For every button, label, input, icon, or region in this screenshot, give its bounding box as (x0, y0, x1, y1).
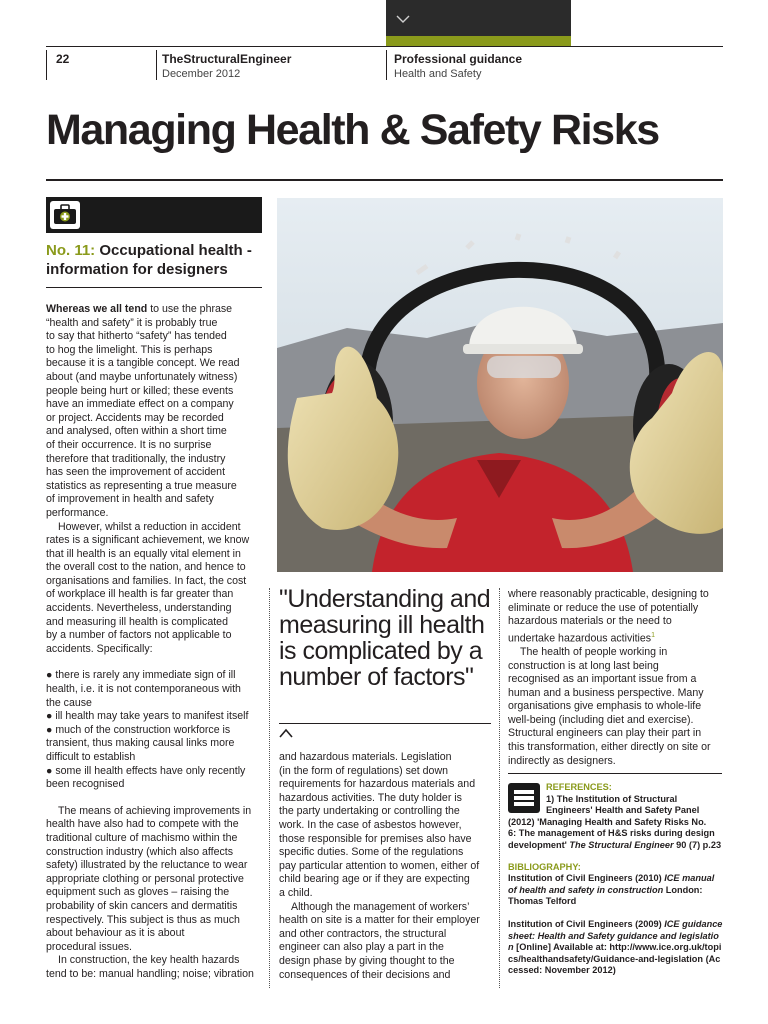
page-number: 22 (56, 52, 70, 66)
bib-title: ICE manual of health and safety in construction (508, 873, 715, 895)
reference-text: development' (508, 839, 567, 850)
pull-quote: "Understanding and measuring ill health is complicated by a number of factors" (279, 585, 491, 691)
paragraph-3 (46, 805, 264, 955)
reference-line: Engineers' Health and Safety Panel (546, 805, 700, 816)
header-divider (46, 50, 47, 80)
bullet-line: health, i.e. it is not contemporaneous with (46, 683, 241, 696)
bullet-line: ● much of the construction workforce is (46, 723, 231, 736)
text-line: Structural engineers can play their part in (508, 727, 702, 740)
chevron-down-icon (394, 10, 412, 28)
text-line: performance. (46, 506, 109, 519)
text-line: “health and safety” it is probably true (46, 316, 218, 329)
paragraph-8 (508, 646, 724, 768)
text-line: and hazardous materials. Legislation (279, 751, 452, 763)
column-divider (499, 588, 500, 988)
text-line: those responsible for premises also have (279, 832, 472, 845)
first-aid-kit-icon (50, 201, 80, 229)
footnote-marker[interactable]: 1 (651, 631, 656, 639)
text-line: recognised as an important issue from a (508, 673, 697, 686)
title-rule (46, 179, 723, 181)
paragraph-1 (46, 303, 264, 521)
series-number: No. 11: (46, 242, 96, 259)
paragraph-5 (279, 751, 491, 901)
text-line: child bearing age or if they are expecting (279, 873, 470, 886)
bullet-line: the cause (46, 696, 92, 709)
series-banner (46, 197, 262, 233)
header-rule (46, 46, 723, 47)
text-line: pay particular attention to women, either of (279, 859, 480, 872)
bullet-line: been recognised (46, 778, 125, 791)
text-line: work. In the case of asbestos however, (279, 818, 462, 831)
bullet-line: transient, thus making causal links more (46, 737, 235, 750)
text-line: eliminate or reduce the use of potentially (508, 601, 699, 614)
bib-title: ICE guidance sheet: Health and Safety guidance and legislation (508, 918, 723, 953)
subsection-name: Health and Safety (394, 68, 482, 80)
text-line: or project. Accidents may be recorded (46, 411, 224, 424)
text-line: about behaviour as it is about (46, 927, 185, 940)
reference-line: (2012) 'Managing Health and Safety Risks No. (508, 816, 707, 827)
bibliography-entry-1 (508, 873, 724, 908)
text-line: tend to be: manual handling; noise; vibration (46, 967, 254, 980)
text-line: to say that hitherto “safety” has tended (46, 330, 227, 343)
text-line: a child. (279, 886, 313, 899)
text-line: health have also had to compete with the (46, 818, 239, 831)
header-divider (386, 50, 387, 80)
column-divider (269, 588, 270, 988)
reference-journal: The Structural Engineer (569, 839, 674, 850)
text-line: and other contractors, the structural (279, 927, 447, 940)
text-line: construction industry (which also affects (46, 845, 234, 858)
lead-in: Whereas we all tend (46, 303, 148, 315)
text-line: and analysed, often within a short time (46, 425, 227, 438)
text-line: In construction, the key health hazards (58, 954, 240, 967)
paragraph-2 (46, 521, 264, 657)
series-title: Occupational health - information for designers (46, 242, 252, 278)
text-line: of workplace ill health is far greater than (46, 588, 234, 601)
text-line: people being hurt or killed; these events (46, 384, 234, 397)
text-line: consequences of their decisions and (279, 968, 451, 981)
header-divider (156, 50, 157, 80)
bullet-line: ● some ill health effects have only recently (46, 764, 246, 777)
text-line: and measuring ill health is complicated (46, 615, 228, 628)
text-line: respectively. This subject is thus as much (46, 913, 240, 926)
text-line: this transformation, either directly on site or (508, 741, 711, 754)
text-line: The health of people working in (520, 645, 668, 658)
text-line: engineer can also play a part in the (279, 941, 444, 954)
bullet-line: difficult to establish (46, 751, 136, 763)
text-line: requirements for hazardous materials and (279, 778, 476, 791)
text-line: of their occurrence. It is no surprise (46, 438, 212, 451)
text-line: construction is at long last being (508, 659, 659, 672)
worker-ear-defenders-photo (277, 198, 723, 572)
references-label: REFERENCES: (546, 782, 612, 792)
reference-line: 6: The management of H&S risks during design (508, 828, 715, 839)
text-line: by a number of factors not applicable to (46, 629, 232, 642)
series-heading (46, 241, 262, 279)
bibliography-entry-2 (508, 919, 724, 977)
text-line: where reasonably practicable, designing to (508, 588, 709, 600)
paragraph-6 (279, 901, 491, 983)
bibliography-label: BIBLIOGRAPHY: (508, 861, 581, 872)
reference-line (508, 840, 724, 852)
text-line: statistics as representing a true measure (46, 479, 237, 492)
bib-author: Institution of Civil Engineers (2009) (508, 918, 665, 929)
column-2 (279, 751, 491, 982)
text-line: Although the management of workers’ (291, 900, 470, 913)
text-line: The means of achieving improvements in (58, 804, 252, 817)
bullet-line: ● ill health may take years to manifest itself (46, 710, 249, 723)
bib-publisher: London: Thomas Telford (508, 884, 703, 907)
text-line: organisations and families. In fact, the cost (46, 574, 247, 587)
section-name: Professional guidance (394, 52, 523, 66)
text-line: design phase by giving thought to the (279, 954, 455, 967)
text-line: therefore that traditionally, the industry (46, 452, 226, 465)
text-line: the party undertaking or controlling the (279, 805, 460, 818)
paragraph-4 (46, 954, 264, 981)
references-rule (508, 773, 722, 774)
magazine-name: TheStructuralEngineer (162, 52, 292, 66)
text-line: However, whilst a reduction in accident (58, 520, 241, 533)
text-line: accidents. Specifically: (46, 642, 153, 655)
text-line: of improvement in health and safety (46, 493, 214, 506)
text-line: rates is a significant achievement, we know (46, 534, 250, 547)
text-line: the overall cost to the nation, and hence to (46, 561, 246, 574)
text-line: safety) illustrated by the reluctance to wear (46, 859, 248, 872)
text-line: has seen the improvement of accident (46, 466, 226, 479)
bullet-line: ● there is rarely any immediate sign of ill (46, 669, 236, 682)
text-line: appropriate clothing or personal protective (46, 872, 244, 885)
text-line: have an immediate effect on a company (46, 398, 234, 411)
text-line: to use the phrase (147, 303, 233, 315)
reference-tail: 90 (7) p.23 (673, 839, 722, 850)
text-line: equipment such as gloves – raising the (46, 886, 230, 899)
text-line: (in the form of regulations) set down (279, 764, 448, 777)
paragraph-7 (508, 588, 724, 646)
column-3 (508, 588, 724, 768)
page-title: Managing Health & Safety Risks (46, 106, 659, 154)
text-line: well-being (including diet and exercise). (508, 713, 694, 726)
text-line: undertake hazardous activities (508, 632, 652, 645)
text-line: health on site is a matter for their employer (279, 914, 480, 927)
issue-date: December 2012 (162, 68, 241, 80)
text-line: to hog the limelight. This is perhaps (46, 343, 213, 356)
text-line: traditional culture of machismo within the (46, 831, 238, 844)
chevron-up-icon (279, 728, 293, 738)
column-1 (46, 303, 264, 982)
text-line: about (and maybe unfortunately witness) (46, 370, 238, 383)
text-line: because it is a tangible concept. We read (46, 357, 240, 370)
references-box (508, 782, 724, 977)
bullet-list (46, 669, 264, 791)
bib-url[interactable]: [Online] Available at: http://www.ice.org.uk/topics/healthandsafety/Guidance-and-legislation (Accessed: November 2012) (508, 942, 722, 976)
text-line: that ill health is an equally vital element in (46, 547, 241, 560)
text-line: organisations give emphasis to whole-life (508, 700, 702, 713)
text-line: human and a business perspective. Many (508, 686, 704, 699)
text-line: accidents. Nevertheless, understanding (46, 602, 232, 615)
section-tab (386, 0, 571, 36)
text-line: procedural issues. (46, 940, 132, 953)
bib-author: Institution of Civil Engineers (2010) (508, 873, 665, 884)
text-line: hazardous activities. The duty holder is (279, 791, 462, 804)
text-line: specific duties. Some of the regulations (279, 846, 464, 859)
series-rule (46, 287, 262, 288)
text-line: probability of skin cancers and dermatitis (46, 899, 238, 912)
text-line: hazardous materials or the need to (508, 615, 672, 628)
text-line: indirectly as designers. (508, 754, 616, 767)
pull-quote-rule (279, 723, 491, 724)
reference-line: 1) The Institution of Structural (546, 793, 678, 804)
